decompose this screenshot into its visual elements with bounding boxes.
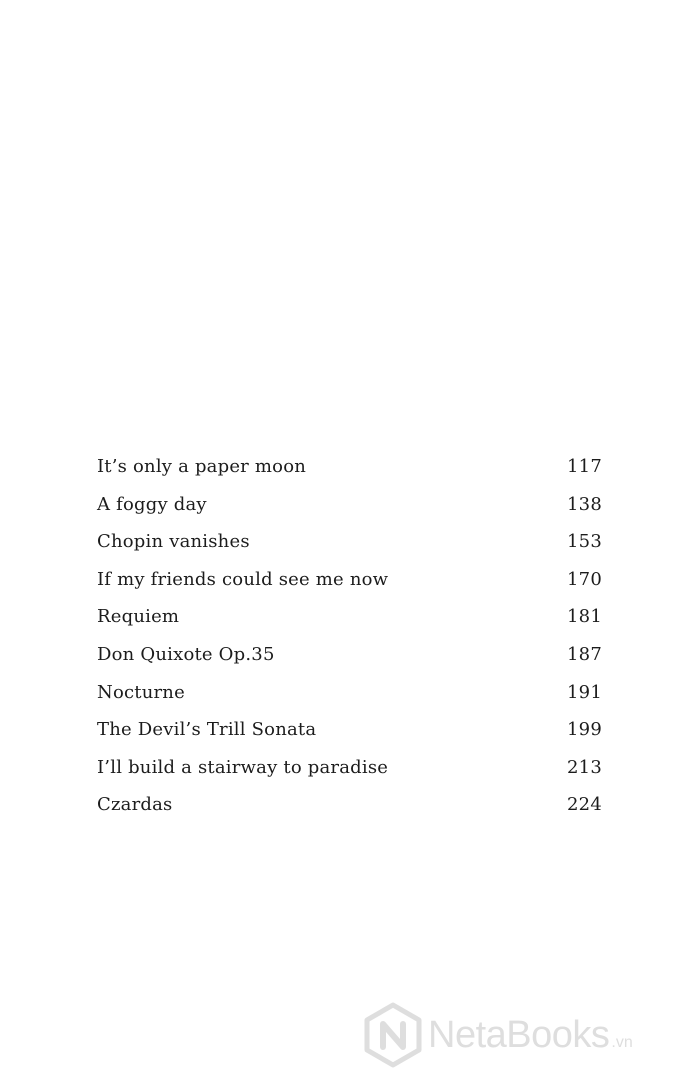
toc-entry-page: 117: [567, 456, 602, 477]
toc-entry: [97, 674, 602, 712]
watermark-brand: NetaBooks: [428, 1013, 610, 1056]
toc-entry-title: If my friends could see me now: [97, 568, 389, 590]
toc-entry-page: 138: [567, 493, 602, 515]
toc-entry-page: 181: [567, 606, 602, 628]
toc-entry-page: 224: [567, 794, 602, 816]
toc-entry: [97, 598, 602, 636]
toc-entry-title: Requiem: [97, 606, 180, 628]
toc-entry: [97, 786, 602, 824]
toc-entry: [97, 749, 602, 787]
toc-entry-page: 213: [567, 756, 602, 778]
toc-entry: [97, 711, 602, 749]
toc-entry-title: Don Quixote Op.35: [97, 643, 275, 665]
toc-entry-title: Nocturne: [97, 681, 185, 703]
toc-entry-page: 170: [567, 568, 602, 590]
toc-entry-page: 199: [567, 719, 602, 741]
toc-entry-title: A foggy day: [97, 493, 207, 515]
toc-entry: [97, 486, 602, 524]
toc-entry: [97, 523, 602, 561]
toc-entry-title: Czardas: [97, 794, 173, 816]
toc-entry-title: I’ll build a stairway to paradise: [97, 756, 389, 778]
toc-entry-title: Chopin vanishes: [97, 531, 250, 553]
toc-entry-title: It’s only a paper moon: [97, 456, 307, 477]
toc-entry: [97, 561, 602, 599]
toc-entry: [97, 636, 602, 674]
toc-entry: [97, 448, 602, 486]
toc-entry-page: 187: [567, 643, 602, 665]
toc-entry-title: The Devil’s Trill Sonata: [97, 719, 317, 741]
watermark-suffix: .vn: [611, 1034, 633, 1051]
netabooks-watermark: [362, 1000, 692, 1070]
toc-entry-page: 153: [567, 531, 602, 553]
table-of-contents: [97, 448, 602, 824]
netabooks-logo-icon: [362, 1002, 424, 1068]
toc-entry-page: 191: [567, 681, 602, 703]
